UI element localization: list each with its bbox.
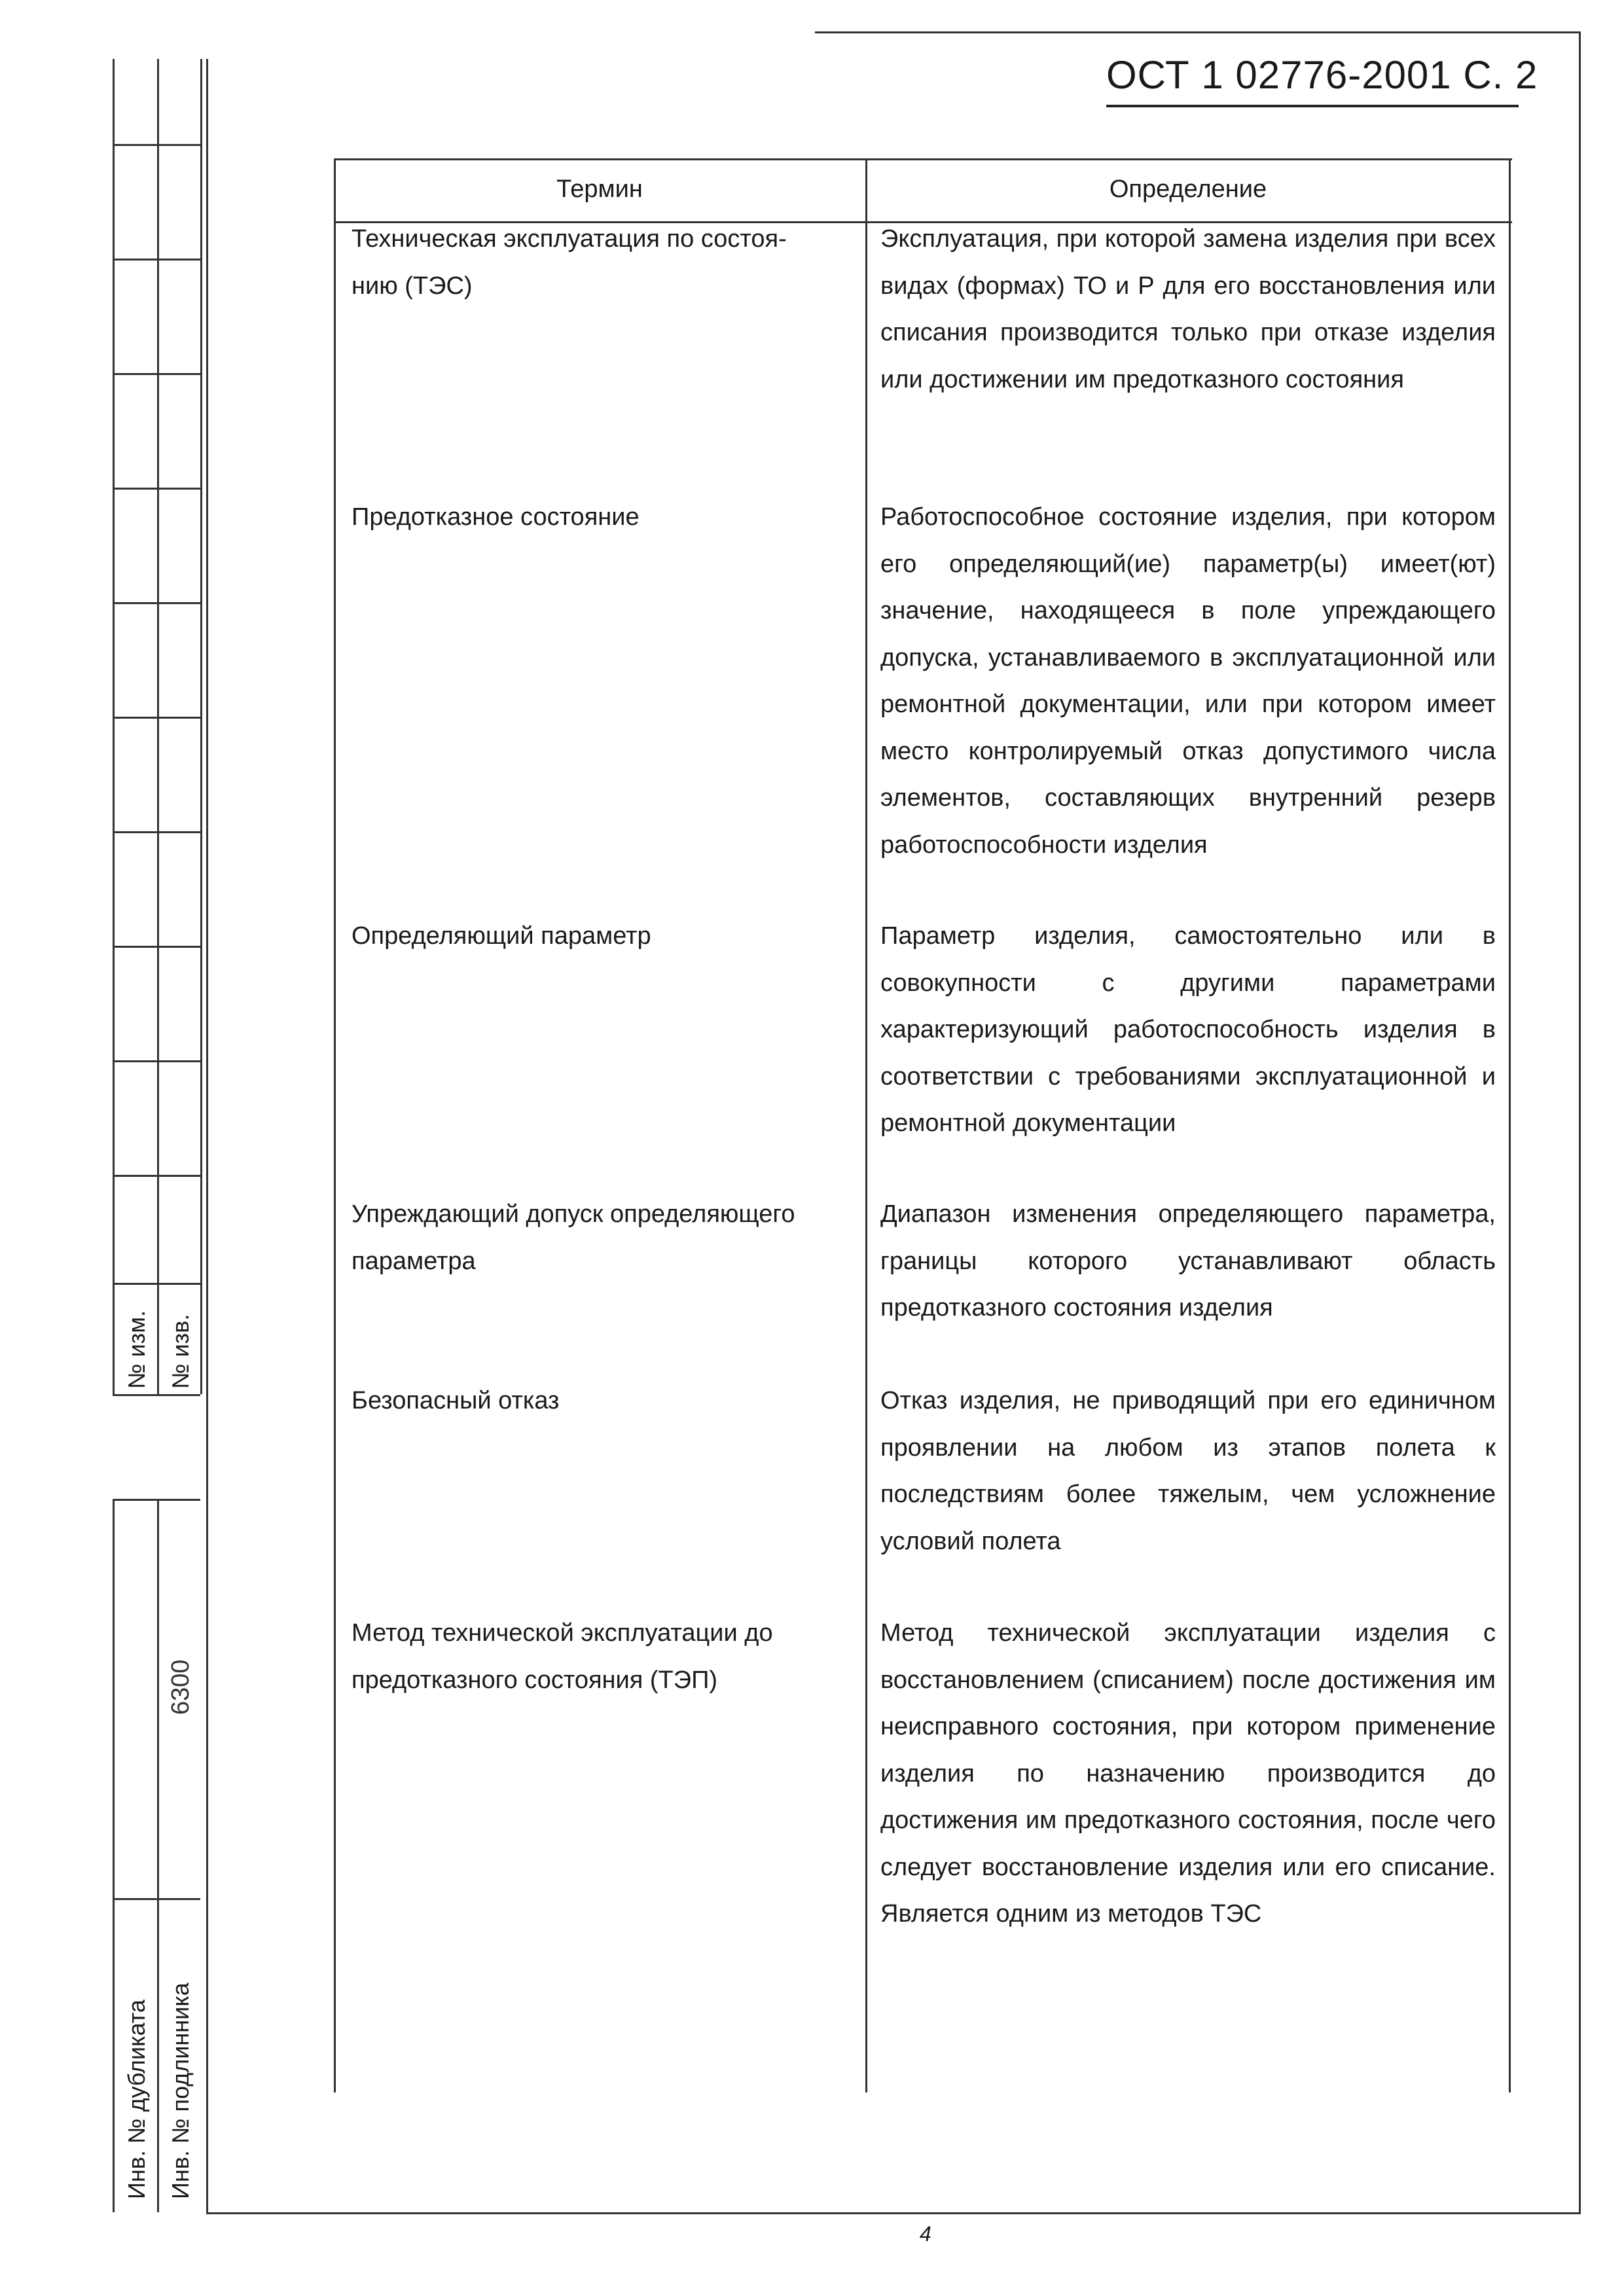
- frame-right-line: [1579, 31, 1581, 2214]
- table-left-border: [334, 158, 336, 2092]
- original-inventory-label: Инв. № подлинника: [167, 1983, 194, 2199]
- term-cell: Упреждающий допуск определяющего параметра: [352, 1200, 795, 1275]
- notice-number-label: № изв.: [167, 1314, 194, 1389]
- document-code: ОСТ 1 02776-2001 С. 2: [1106, 53, 1538, 97]
- stamp-line: [113, 488, 200, 490]
- table-top-border: [334, 158, 1512, 160]
- page-number: 4: [920, 2222, 931, 2246]
- stamp-line: [113, 1060, 200, 1062]
- stamp-line: [113, 373, 200, 375]
- stamp-line: [200, 59, 202, 1394]
- definition-cell: Работоспособное состояние изделия, при котором его определяющий(ие) параметр(ы) имеет(ют) значение, находящееся в поле упреждающего допуска, устанавливаемого в эксплуатационной или ремонтной документации, или при котором имеет место контролируемый отказ допустимого числа элементов, составляющих внутренний резерв работоспособности изделия: [880, 503, 1496, 859]
- document-code-underline: [1106, 105, 1519, 107]
- stamp-line: [113, 946, 200, 948]
- duplicate-inventory-label: Инв. № дубликата: [123, 2000, 150, 2199]
- term-cell: Предотказное состояние: [352, 503, 640, 531]
- frame-top-line: [815, 31, 1581, 33]
- definition-cell: Эксплуатация, при которой замена изделия при всех видах (формах) ТО и Р для его восстановления или списания производится только при отказе изделия или достижении им предотказного состояния: [880, 225, 1496, 393]
- column-header-definition: Определение: [1109, 175, 1267, 203]
- stamp-line: [113, 1898, 200, 1900]
- stamp-line: [113, 602, 200, 604]
- frame-bottom-line: [206, 2212, 1581, 2214]
- definition-cell: Отказ изделия, не приводящий при его единичном проявлении на любом из этапов полета к последствиям более тяжелым, чем усложнение условий полета: [880, 1387, 1496, 1555]
- stamp-line: [113, 831, 200, 833]
- term-cell: Техническая эксплуатация по состоя- нию (ТЭС): [352, 225, 787, 300]
- stamp-line: [113, 1175, 200, 1177]
- stamp-line: [113, 1283, 200, 1285]
- stamp-line: [113, 1394, 200, 1396]
- inventory-number: 6300: [167, 1659, 194, 1715]
- definition-cell: Диапазон изменения определяющего параметра, границы которого устанавливают область предотказного состояния изделия: [880, 1200, 1496, 1321]
- stamp-line: [113, 144, 200, 146]
- change-number-label: № изм.: [123, 1310, 150, 1389]
- stamp-line: [157, 1499, 159, 2212]
- frame-left-line: [206, 59, 208, 2214]
- stamp-line: [113, 259, 200, 260]
- definition-cell: Метод технической эксплуатации изделия с восстановлением (списанием) после достижения им неисправного состояния, при котором применение изделия по назначению производится до достижения им предотказного состояния, после чего следует восстановление изделия или его списание. Является одним из методов ТЭС: [880, 1619, 1496, 1928]
- table-middle-border: [865, 158, 867, 2092]
- term-cell: Метод технической эксплуатации до предотказного состояния (ТЭП): [352, 1619, 773, 1694]
- term-cell: Определяющий параметр: [352, 922, 651, 950]
- table-right-border: [1509, 158, 1511, 2092]
- term-cell: Безопасный отказ: [352, 1387, 560, 1414]
- stamp-line: [113, 717, 200, 719]
- stamp-line: [113, 1499, 200, 1501]
- stamp-line: [113, 1499, 115, 2212]
- definition-cell: Параметр изделия, самостоятельно или в совокупности с другими параметрами характеризующий работоспособность изделия в соответствии с требованиями эксплуатационной и ремонтной документации: [880, 922, 1496, 1137]
- column-header-term: Термин: [556, 175, 643, 203]
